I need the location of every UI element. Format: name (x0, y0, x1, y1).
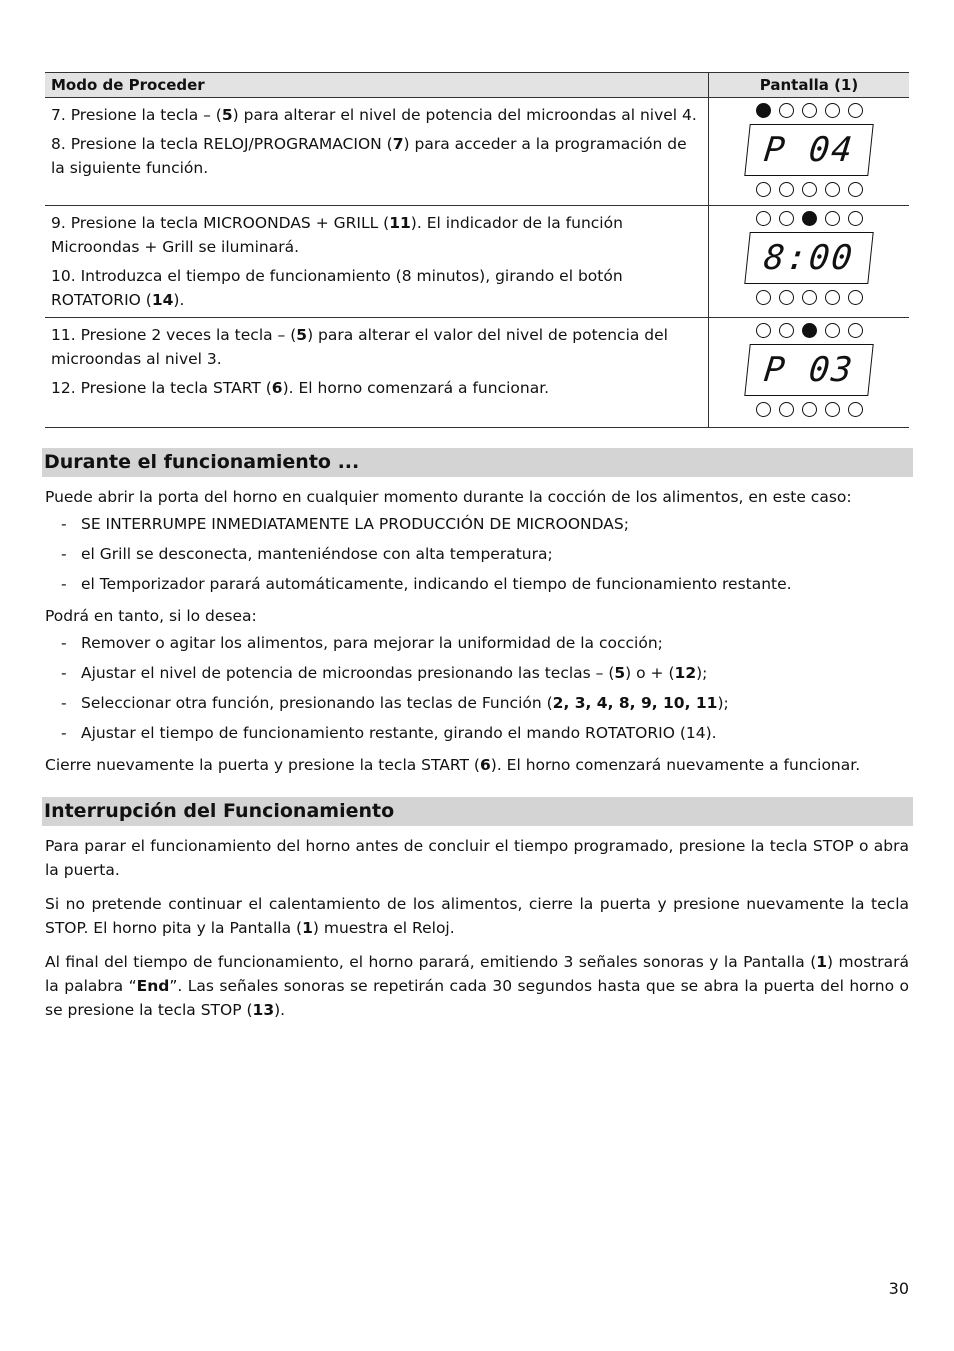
indicator-dot-icon (825, 323, 840, 338)
indicator-dot-icon (802, 402, 817, 417)
indicator-dot-icon (756, 323, 771, 338)
during-list-2 (45, 628, 909, 748)
table-row (45, 98, 909, 206)
indicator-dot-icon (825, 290, 840, 305)
indicator-dot-icon (825, 211, 840, 226)
interrupt-p1: Para parar el funcionamiento del horno antes de concluir el tiempo programado, presione la tecla STOP o abra la puerta. (45, 837, 909, 879)
lcd-display: P 04 (744, 124, 873, 176)
indicator-dot-icon (779, 402, 794, 417)
section-title-interrupt: Interrupción del Funcionamiento (42, 797, 913, 826)
step-9: 9. Presione la tecla MICROONDAS + GRILL (11). El indicador de la función Microondas + Grill se iluminará. (51, 214, 623, 256)
list-item: - el Grill se desconecta, manteniéndose con alta temperatura; (61, 539, 909, 569)
table-row (45, 206, 909, 318)
indicator-row-top (709, 321, 909, 340)
step-10: 10. Introduzca el tiempo de funcionamiento (8 minutos), girando el botón ROTATORIO (14). (51, 267, 623, 309)
indicator-dot-on-icon (802, 323, 817, 338)
header-display: Pantalla (1) (709, 73, 910, 98)
indicator-dot-icon (848, 290, 863, 305)
indicator-row-bottom (709, 400, 909, 419)
step-8: 8. Presione la tecla RELOJ/PROGRAMACION (7) para acceder a la programación de la siguiente función. (51, 135, 687, 177)
indicator-dot-icon (756, 290, 771, 305)
indicator-dot-icon (779, 182, 794, 197)
interrupt-p2: Si no pretende continuar el calentamiento de los alimentos, cierre la puerta y presione nuevamente la tecla STOP. El horno pita y la Pantalla (1) muestra el Reloj. (45, 895, 909, 937)
indicator-dot-icon (802, 182, 817, 197)
indicator-dot-icon (802, 103, 817, 118)
during-list-1 (45, 509, 909, 599)
indicator-dot-icon (848, 103, 863, 118)
list-item: - Seleccionar otra función, presionando las teclas de Función (2, 3, 4, 8, 9, 10, 11); (61, 688, 909, 718)
indicator-dot-icon (848, 323, 863, 338)
indicator-dot-on-icon (756, 103, 771, 118)
step-7: 7. Presione la tecla – (5) para alterar el nivel de potencia del microondas al nivel 4. (51, 106, 697, 124)
header-procedure: Modo de Proceder (45, 73, 709, 98)
display-cell (709, 318, 910, 428)
indicator-dot-icon (848, 211, 863, 226)
indicator-row-bottom (709, 180, 909, 199)
procedure-table (45, 72, 909, 428)
page-content (45, 72, 909, 1022)
indicator-dot-icon (848, 402, 863, 417)
display-cell (709, 98, 910, 206)
indicator-row-top (709, 209, 909, 228)
indicator-dot-icon (756, 402, 771, 417)
display-cell (709, 206, 910, 318)
step-text-cell (45, 98, 709, 206)
interrupt-p3: Al final del tiempo de funcionamiento, el horno parará, emitiendo 3 señales sonoras y la Pantalla (1) mostrará la palabra “End”. Las señales sonoras se repetirán cada 30 segundos hasta que se abra la puerta del horno o se presione la tecla STOP (13). (45, 953, 909, 1019)
indicator-dot-icon (779, 323, 794, 338)
indicator-dot-on-icon (802, 211, 817, 226)
indicator-dot-icon (825, 103, 840, 118)
indicator-dot-icon (848, 182, 863, 197)
list-item: - Remover o agitar los alimentos, para mejorar la uniformidad de la cocción; (61, 628, 909, 658)
indicator-dot-icon (756, 211, 771, 226)
indicator-dot-icon (825, 402, 840, 417)
step-11: 11. Presione 2 veces la tecla – (5) para alterar el valor del nivel de potencia del microondas al nivel 3. (51, 326, 668, 368)
indicator-dot-icon (779, 290, 794, 305)
step-text-cell (45, 206, 709, 318)
during-intro: Puede abrir la porta del horno en cualquier momento durante la cocción de los alimentos, en este caso: (45, 488, 852, 506)
indicator-row-bottom (709, 288, 909, 307)
during-intro-2: Podrá en tanto, si lo desea: (45, 607, 257, 625)
table-header-row (45, 73, 909, 98)
indicator-dot-icon (779, 211, 794, 226)
list-item: - Ajustar el tiempo de funcionamiento restante, girando el mando ROTATORIO (14). (61, 718, 909, 748)
step-text-cell (45, 318, 709, 428)
list-item: - SE INTERRUMPE INMEDIATAMENTE LA PRODUCCIÓN DE MICROONDAS; (61, 509, 909, 539)
list-item: - Ajustar el nivel de potencia de microondas presionando las teclas – (5) o + (12); (61, 658, 909, 688)
indicator-dot-icon (756, 182, 771, 197)
section-title-during: Durante el funcionamiento ... (42, 448, 913, 477)
indicator-dot-icon (802, 290, 817, 305)
table-row (45, 318, 909, 428)
indicator-dot-icon (825, 182, 840, 197)
indicator-row-top (709, 101, 909, 120)
indicator-dot-icon (779, 103, 794, 118)
page-number: 30 (888, 1279, 909, 1298)
list-item: - el Temporizador parará automáticamente, indicando el tiempo de funcionamiento restante. (61, 569, 909, 599)
step-12: 12. Presione la tecla START (6). El horno comenzará a funcionar. (51, 379, 550, 397)
during-close: Cierre nuevamente la puerta y presione la tecla START (6). El horno comenzará nuevamente a funcionar. (45, 756, 861, 774)
lcd-display: P 03 (744, 344, 873, 396)
lcd-display: 8:00 (744, 232, 873, 284)
